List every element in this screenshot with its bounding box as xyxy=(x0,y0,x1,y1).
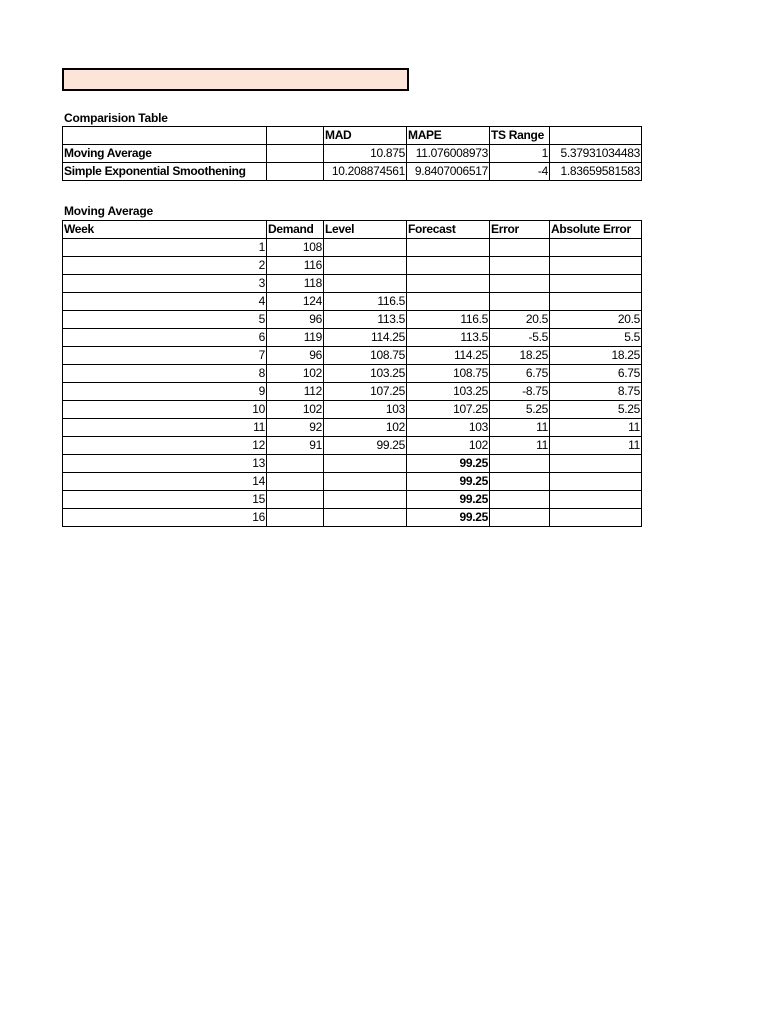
level-cell[interactable] xyxy=(324,455,407,473)
error-cell[interactable]: 11 xyxy=(490,419,550,437)
demand-cell[interactable] xyxy=(267,509,324,527)
absolute-error-cell[interactable] xyxy=(550,473,642,491)
absolute-error-cell[interactable] xyxy=(550,455,642,473)
forecast-cell[interactable]: 103 xyxy=(407,419,490,437)
moving-average-title: Moving Average xyxy=(64,204,153,218)
mad-cell[interactable]: 10.208874561 xyxy=(324,163,407,181)
table-row xyxy=(63,365,642,383)
error-cell[interactable] xyxy=(490,239,550,257)
forecast-cell[interactable]: 99.25 xyxy=(407,473,490,491)
absolute-error-cell[interactable]: 18.25 xyxy=(550,347,642,365)
demand-cell[interactable]: 102 xyxy=(267,365,324,383)
method-name-cell[interactable]: Moving Average xyxy=(63,145,267,163)
comparison-header-cell[interactable]: MAD xyxy=(324,127,407,145)
forecast-cell[interactable] xyxy=(407,275,490,293)
ts-range-cell[interactable]: 1 xyxy=(490,145,550,163)
forecast-cell[interactable]: 108.75 xyxy=(407,365,490,383)
demand-cell[interactable]: 102 xyxy=(267,401,324,419)
table-row xyxy=(63,347,642,365)
error-cell[interactable]: 20.5 xyxy=(490,311,550,329)
level-cell[interactable]: 116.5 xyxy=(324,293,407,311)
demand-cell[interactable]: 118 xyxy=(267,275,324,293)
table-row xyxy=(63,329,642,347)
demand-cell[interactable]: 91 xyxy=(267,437,324,455)
mape-cell[interactable]: 11.076008973 xyxy=(407,145,490,163)
table-row xyxy=(63,163,642,181)
level-cell[interactable]: 103.25 xyxy=(324,365,407,383)
demand-cell[interactable] xyxy=(267,491,324,509)
week-cell[interactable]: 11 xyxy=(63,419,267,437)
absolute-error-cell[interactable]: 11 xyxy=(550,437,642,455)
forecast-cell[interactable]: 99.25 xyxy=(407,491,490,509)
error-cell[interactable]: 5.25 xyxy=(490,401,550,419)
table-row xyxy=(63,275,642,293)
week-cell[interactable]: 6 xyxy=(63,329,267,347)
error-cell[interactable]: 18.25 xyxy=(490,347,550,365)
table-row xyxy=(63,455,642,473)
table-row xyxy=(63,311,642,329)
week-cell[interactable]: 1 xyxy=(63,239,267,257)
absolute-error-cell[interactable] xyxy=(550,257,642,275)
table-row xyxy=(63,473,642,491)
title-cell-highlight xyxy=(62,68,409,91)
demand-cell[interactable] xyxy=(267,455,324,473)
comparison-header-cell[interactable] xyxy=(550,127,642,145)
level-cell[interactable] xyxy=(324,257,407,275)
forecast-cell[interactable] xyxy=(407,293,490,311)
level-cell[interactable]: 99.25 xyxy=(324,437,407,455)
column-header-cell[interactable]: Demand xyxy=(267,221,324,239)
week-cell[interactable]: 4 xyxy=(63,293,267,311)
table-row xyxy=(63,419,642,437)
error-cell[interactable]: -5.5 xyxy=(490,329,550,347)
error-cell[interactable]: 6.75 xyxy=(490,365,550,383)
week-cell[interactable]: 3 xyxy=(63,275,267,293)
level-cell[interactable]: 102 xyxy=(324,419,407,437)
method-name-cell[interactable]: Simple Exponential Smoothening xyxy=(63,163,267,181)
level-cell[interactable]: 107.25 xyxy=(324,383,407,401)
week-cell[interactable]: 14 xyxy=(63,473,267,491)
forecast-cell[interactable]: 113.5 xyxy=(407,329,490,347)
demand-cell[interactable]: 96 xyxy=(267,311,324,329)
blank-cell[interactable] xyxy=(267,163,324,181)
forecast-cell[interactable]: 107.25 xyxy=(407,401,490,419)
mad-cell[interactable]: 10.875 xyxy=(324,145,407,163)
demand-cell[interactable]: 92 xyxy=(267,419,324,437)
level-cell[interactable]: 114.25 xyxy=(324,329,407,347)
demand-cell[interactable] xyxy=(267,473,324,491)
value-cell[interactable]: 1.83659581583 xyxy=(550,163,642,181)
column-header-cell[interactable]: Absolute Error xyxy=(550,221,642,239)
demand-cell[interactable]: 116 xyxy=(267,257,324,275)
level-cell[interactable] xyxy=(324,509,407,527)
table-row xyxy=(63,257,642,275)
week-cell[interactable]: 10 xyxy=(63,401,267,419)
level-cell[interactable] xyxy=(324,239,407,257)
absolute-error-cell[interactable]: 8.75 xyxy=(550,383,642,401)
error-cell[interactable] xyxy=(490,293,550,311)
comparison-header-cell[interactable] xyxy=(267,127,324,145)
table-row xyxy=(63,491,642,509)
ts-range-cell[interactable]: -4 xyxy=(490,163,550,181)
absolute-error-cell[interactable] xyxy=(550,275,642,293)
column-header-cell[interactable]: Forecast xyxy=(407,221,490,239)
absolute-error-cell[interactable]: 6.75 xyxy=(550,365,642,383)
moving-average-table xyxy=(62,220,642,527)
week-cell[interactable]: 15 xyxy=(63,491,267,509)
week-cell[interactable]: 16 xyxy=(63,509,267,527)
blank-cell[interactable] xyxy=(267,145,324,163)
forecast-cell[interactable]: 99.25 xyxy=(407,509,490,527)
forecast-cell[interactable]: 99.25 xyxy=(407,455,490,473)
forecast-cell[interactable] xyxy=(407,239,490,257)
value-cell[interactable]: 5.37931034483 xyxy=(550,145,642,163)
table-row xyxy=(63,383,642,401)
table-row xyxy=(63,293,642,311)
table-row xyxy=(63,145,642,163)
error-cell[interactable] xyxy=(490,509,550,527)
column-header-cell[interactable]: Week xyxy=(63,221,267,239)
error-cell[interactable] xyxy=(490,257,550,275)
absolute-error-cell[interactable] xyxy=(550,491,642,509)
week-cell[interactable]: 13 xyxy=(63,455,267,473)
level-cell[interactable]: 103 xyxy=(324,401,407,419)
mape-cell[interactable]: 9.8407006517 xyxy=(407,163,490,181)
comparison-header-cell[interactable]: MAPE xyxy=(407,127,490,145)
week-cell[interactable]: 5 xyxy=(63,311,267,329)
comparison-table-title: Comparision Table xyxy=(64,111,168,125)
absolute-error-cell[interactable]: 5.5 xyxy=(550,329,642,347)
forecast-cell[interactable]: 114.25 xyxy=(407,347,490,365)
level-cell[interactable]: 108.75 xyxy=(324,347,407,365)
comparison-header-cell[interactable] xyxy=(63,127,267,145)
demand-cell[interactable]: 108 xyxy=(267,239,324,257)
week-cell[interactable]: 8 xyxy=(63,365,267,383)
absolute-error-cell[interactable]: 5.25 xyxy=(550,401,642,419)
error-cell[interactable]: 11 xyxy=(490,437,550,455)
absolute-error-cell[interactable]: 11 xyxy=(550,419,642,437)
week-cell[interactable]: 9 xyxy=(63,383,267,401)
absolute-error-cell[interactable] xyxy=(550,239,642,257)
level-cell[interactable] xyxy=(324,275,407,293)
table-row xyxy=(63,239,642,257)
error-cell[interactable] xyxy=(490,491,550,509)
demand-cell[interactable]: 96 xyxy=(267,347,324,365)
comparison-header-row xyxy=(63,127,642,145)
demand-cell[interactable]: 112 xyxy=(267,383,324,401)
absolute-error-cell[interactable]: 20.5 xyxy=(550,311,642,329)
comparison-header-cell[interactable]: TS Range xyxy=(490,127,550,145)
table-row xyxy=(63,509,642,527)
level-cell[interactable] xyxy=(324,491,407,509)
forecast-cell[interactable]: 116.5 xyxy=(407,311,490,329)
error-cell[interactable] xyxy=(490,275,550,293)
absolute-error-cell[interactable] xyxy=(550,509,642,527)
forecast-cell[interactable]: 103.25 xyxy=(407,383,490,401)
forecast-cell[interactable]: 102 xyxy=(407,437,490,455)
week-cell[interactable]: 7 xyxy=(63,347,267,365)
column-header-cell[interactable]: Error xyxy=(490,221,550,239)
error-cell[interactable] xyxy=(490,473,550,491)
comparison-table xyxy=(62,126,642,181)
column-header-cell[interactable]: Level xyxy=(324,221,407,239)
demand-cell[interactable]: 119 xyxy=(267,329,324,347)
table-row xyxy=(63,401,642,419)
absolute-error-cell[interactable] xyxy=(550,293,642,311)
level-cell[interactable] xyxy=(324,473,407,491)
week-cell[interactable]: 2 xyxy=(63,257,267,275)
level-cell[interactable]: 113.5 xyxy=(324,311,407,329)
error-cell[interactable] xyxy=(490,455,550,473)
table-row xyxy=(63,437,642,455)
forecast-cell[interactable] xyxy=(407,257,490,275)
demand-cell[interactable]: 124 xyxy=(267,293,324,311)
week-cell[interactable]: 12 xyxy=(63,437,267,455)
error-cell[interactable]: -8.75 xyxy=(490,383,550,401)
moving-average-header-row xyxy=(63,221,642,239)
